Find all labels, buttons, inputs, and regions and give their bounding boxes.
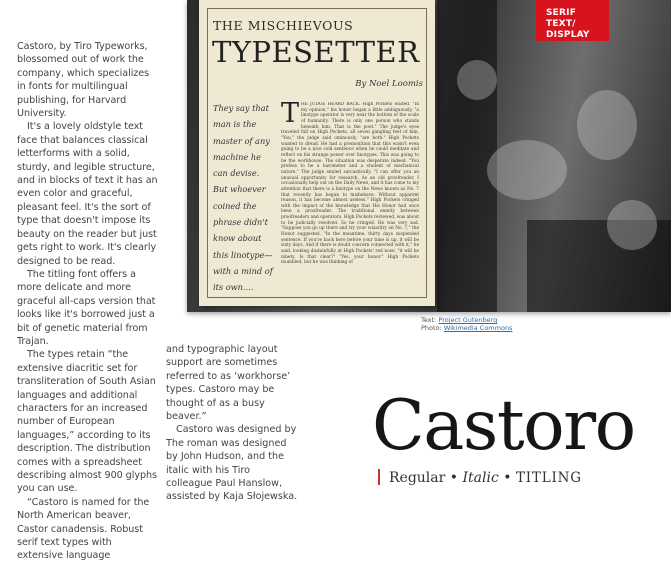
story-body-text: HE JUDGE HEARD BACK. High Pockets waited. "In my opinion," his honor began a little ambiguously, "a linotype operator is very near the bottom of the scale of humanity. There is only one person who stands beneath him. That is the poet." The judge's eyes traveled full on High Pockets, all seven gangling feet of him. "You," the judge said ominously, "are both." High Pockets wanted to dread. He had a premonition that this wasn't even going to be a nice cold sentence when he could meditate and reflect on his strange power over linotypes. This was going to be the workhouse. The situation was desperate indeed. "You profess to be a barometer and a student of mechanical nature." The judge smiled sarcastically. "I can offer you an unusual opportunity for research. As an old proofreader, I occasionally help out on the Daily News, and it has come to my attention that there is a linotype on the News known as No. 7 that recently has begun to misbehave. Without apparent reason, it has become almost useless." High Pockets cringed with the impact of the knowledge that His Honor had once been a proofreader. The traditional enmity between proofreaders and operators, High Pockets reviewed, was about to be judicially resolved. So he cringed. He was very sad. "Suppose you go up there and try your wizardry on No. 7," the Honor suggested. "In the meantime, thirty days suspended sentence. If you're back here before your time is up, it will be sixty days. And if there is doubt concern connected with it," he said, looking disdainfully at High Pockets' red nose, "it will be ninety. Is that clear?" "Yes, your honor." High Pockets mumbled, but he was thinking of: [281, 102, 419, 266]
book-page-sample: [199, 0, 435, 306]
category-tag-line1: SERIF TEXT/: [546, 8, 577, 29]
credit-text-link[interactable]: Project Gutenberg: [438, 316, 498, 324]
separator: •: [449, 470, 459, 486]
article-paragraph: and typographic layout support are sometimes referred to as ‘workhorse’ types. Castoro may be thought of as a busy beaver.”: [166, 344, 291, 423]
article-paragraph: The titling font offers a more delicate and more graceful all-caps version that looks like it's borrowed just a bit of genetic material from Trajan.: [17, 268, 156, 347]
article-column-left: [17, 40, 159, 563]
story-author: By Noel Loomis: [355, 79, 423, 89]
credit-photo-link[interactable]: Wikimedia Commons: [443, 324, 513, 332]
article-paragraph: It's a lovely oldstyle text face that balances classical letterforms with a solid, sturdy, and legible structure, and in blocks of text it has an even color and graceful, pleasant feel. It's the sort of type that doesn't impose its beauty on the reader but just gets right to work. It's clearly designed to be read.: [17, 121, 158, 267]
separator: •: [503, 470, 512, 486]
drop-cap: T: [281, 102, 300, 129]
style-italic: Italic: [462, 470, 499, 486]
accent-bar: [378, 469, 380, 485]
pull-quote: They say that man is the master of any machine he can devise. But whoever coined the phrase didn't know about this linotype—with a mind of its own....: [213, 103, 273, 293]
style-titling: TITLING: [515, 470, 582, 486]
font-specimen-name: Castoro: [372, 386, 635, 466]
story-series-title: THE MISCHIEVOUS: [213, 18, 354, 33]
font-styles-list: [378, 469, 582, 486]
article-paragraph: Castoro, by Tiro Typeworks, blossomed out of work the company, which specializes in fonts for multilingual publishing, for Harvard University.: [17, 41, 150, 120]
image-credit: [421, 316, 512, 332]
category-tag: [536, 0, 609, 41]
category-tag-line2: DISPLAY: [546, 30, 590, 40]
article-paragraph: Castoro was designed by The roman was designed by John Hudson, and the italic with his Tiro colleague Paul Hanslow, assisted by Kaja Słojewska.: [166, 424, 298, 503]
article-column-middle: [166, 343, 298, 504]
story-body: [281, 102, 419, 292]
story-title: TYPESETTER: [212, 35, 420, 69]
article-paragraph: The types retain “the extensive diacritic set for transliteration of South Asian languages and additional characters for an increased number of European languages,” according to its description. The distribution comes with a spreadsheet describing almost 900 glyphs you can use.: [17, 349, 157, 495]
credit-photo-label: Photo:: [421, 324, 444, 332]
article-paragraph: “Castoro is named for the North American beaver, Castor canadensis. Robust serif text types with extensive language: [17, 496, 150, 562]
credit-text-label: Text:: [421, 316, 439, 324]
style-regular: Regular: [389, 470, 446, 486]
